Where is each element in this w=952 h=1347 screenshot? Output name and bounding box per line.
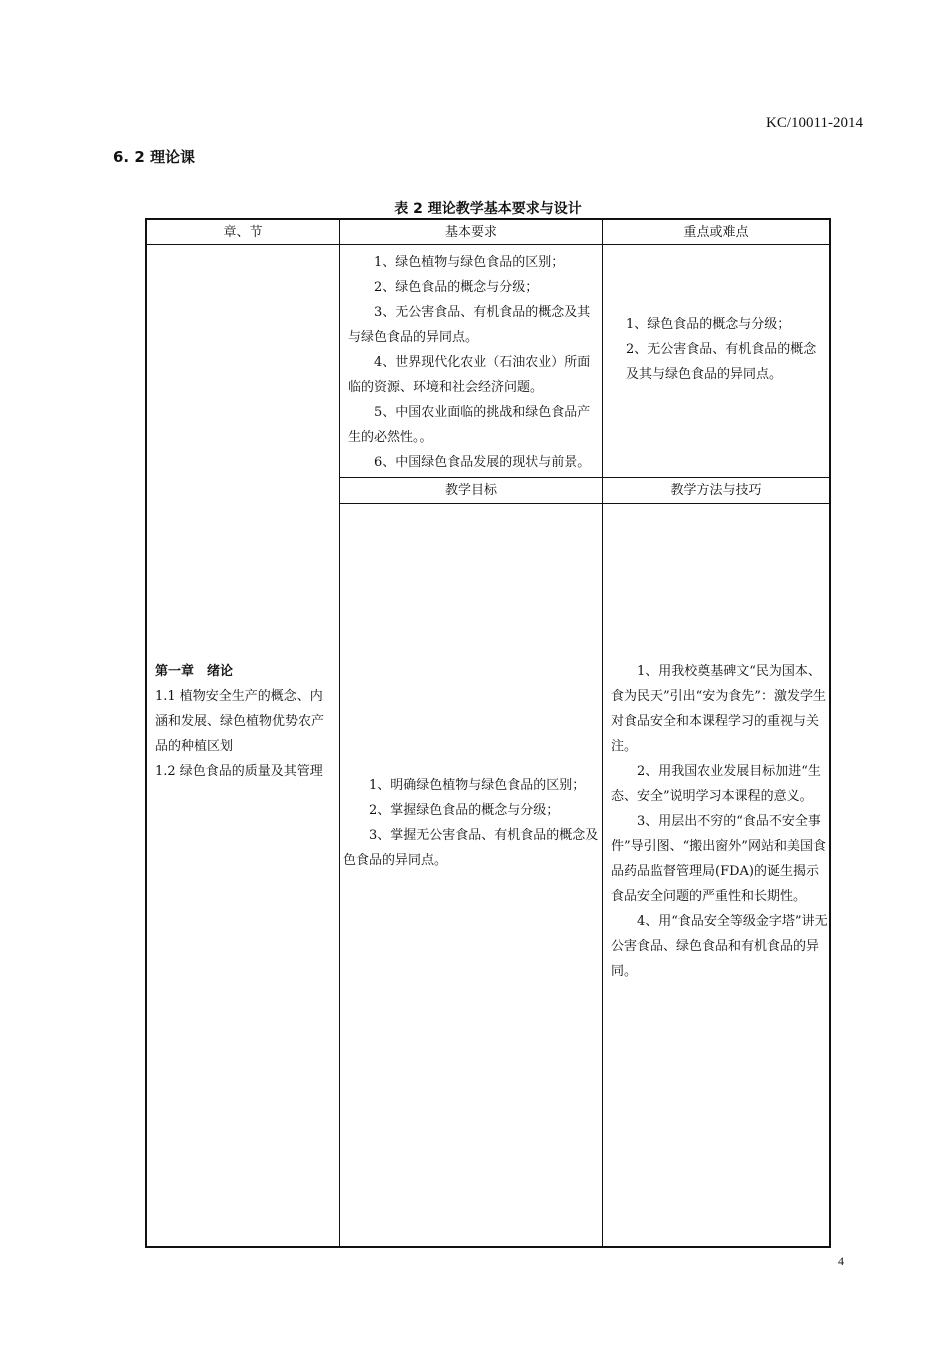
column-divider — [339, 218, 340, 1248]
objectives-cell — [343, 773, 601, 873]
document-code: KC/10011-2014 — [766, 115, 863, 131]
page-number: 4 — [838, 1254, 844, 1268]
header-chapter: 章、节 — [223, 225, 263, 240]
requirement-item: 4、世界现代化农业（石油农业）所面临的资源、环境和社会经济问题。 — [348, 355, 591, 395]
method-item: 3、用层出不穷的“食品不安全事件”导引图、“搬出窗外”网站和美国食品药品监督管理局(FDA)的诞生揭示食品安全问题的严重性和长期性。 — [611, 814, 826, 904]
header-requirements: 基本要求 — [444, 225, 497, 240]
objective-item: 1、明确绿色植物与绿色食品的区别； — [369, 778, 586, 793]
requirement-item: 5、中国农业面临的挑战和绿色食品产生的必然性。。 — [348, 405, 591, 445]
objective-item: 3、掌握无公害食品、有机食品的概念及色食品的异同点。 — [343, 828, 599, 868]
methods-cell — [611, 659, 828, 984]
requirement-item: 1、绿色植物与绿色食品的区别； — [374, 255, 565, 270]
header-methods: 教学方法与技巧 — [670, 483, 762, 498]
chapter-title: 第一章 绪论 — [155, 664, 234, 679]
objective-item: 2、掌握绿色食品的概念与分级； — [369, 803, 560, 818]
section-item: 1.2 绿色食品的质量及其管理 — [155, 764, 323, 779]
method-item: 4、用“食品安全等级金字塔”讲无公害食品、绿色食品和有机食品的异同。 — [611, 914, 828, 979]
row-divider — [339, 503, 831, 504]
table-caption: 表 2 理论教学基本要求与设计 — [394, 201, 582, 217]
header-objectives: 教学目标 — [444, 483, 497, 498]
key-point-item: 2、无公害食品、有机食品的概念及其与绿色食品的异同点。 — [626, 342, 817, 382]
requirement-item: 3、无公害食品、有机食品的概念及其与绿色食品的异同点。 — [348, 305, 591, 345]
requirement-item: 2、绿色食品的概念与分级； — [374, 280, 539, 295]
key-point-item: 1、绿色食品的概念与分级； — [626, 317, 791, 332]
row-divider — [145, 244, 831, 245]
key-points-cell — [626, 312, 828, 387]
chapter-cell — [155, 659, 333, 784]
requirement-item: 6、中国绿色食品发展的现状与前景。 — [374, 455, 591, 470]
section-heading: 6. 2 理论课 — [113, 148, 196, 166]
method-item: 2、用我国农业发展目标加进“生态、安全”说明学习本课程的意义。 — [611, 764, 821, 804]
requirements-cell — [348, 250, 601, 475]
header-key-points: 重点或难点 — [683, 225, 749, 240]
method-item: 1、用我校奠基碑文“民为国本、食为民天”引出“安为食先”：激发学生对食品安全和本课程学习的重视与关注。 — [611, 664, 826, 754]
section-item: 1.1 植物安全生产的概念、内涵和发展、绿色植物优势农产品的种植区划 — [155, 689, 325, 754]
column-divider — [602, 218, 603, 1248]
